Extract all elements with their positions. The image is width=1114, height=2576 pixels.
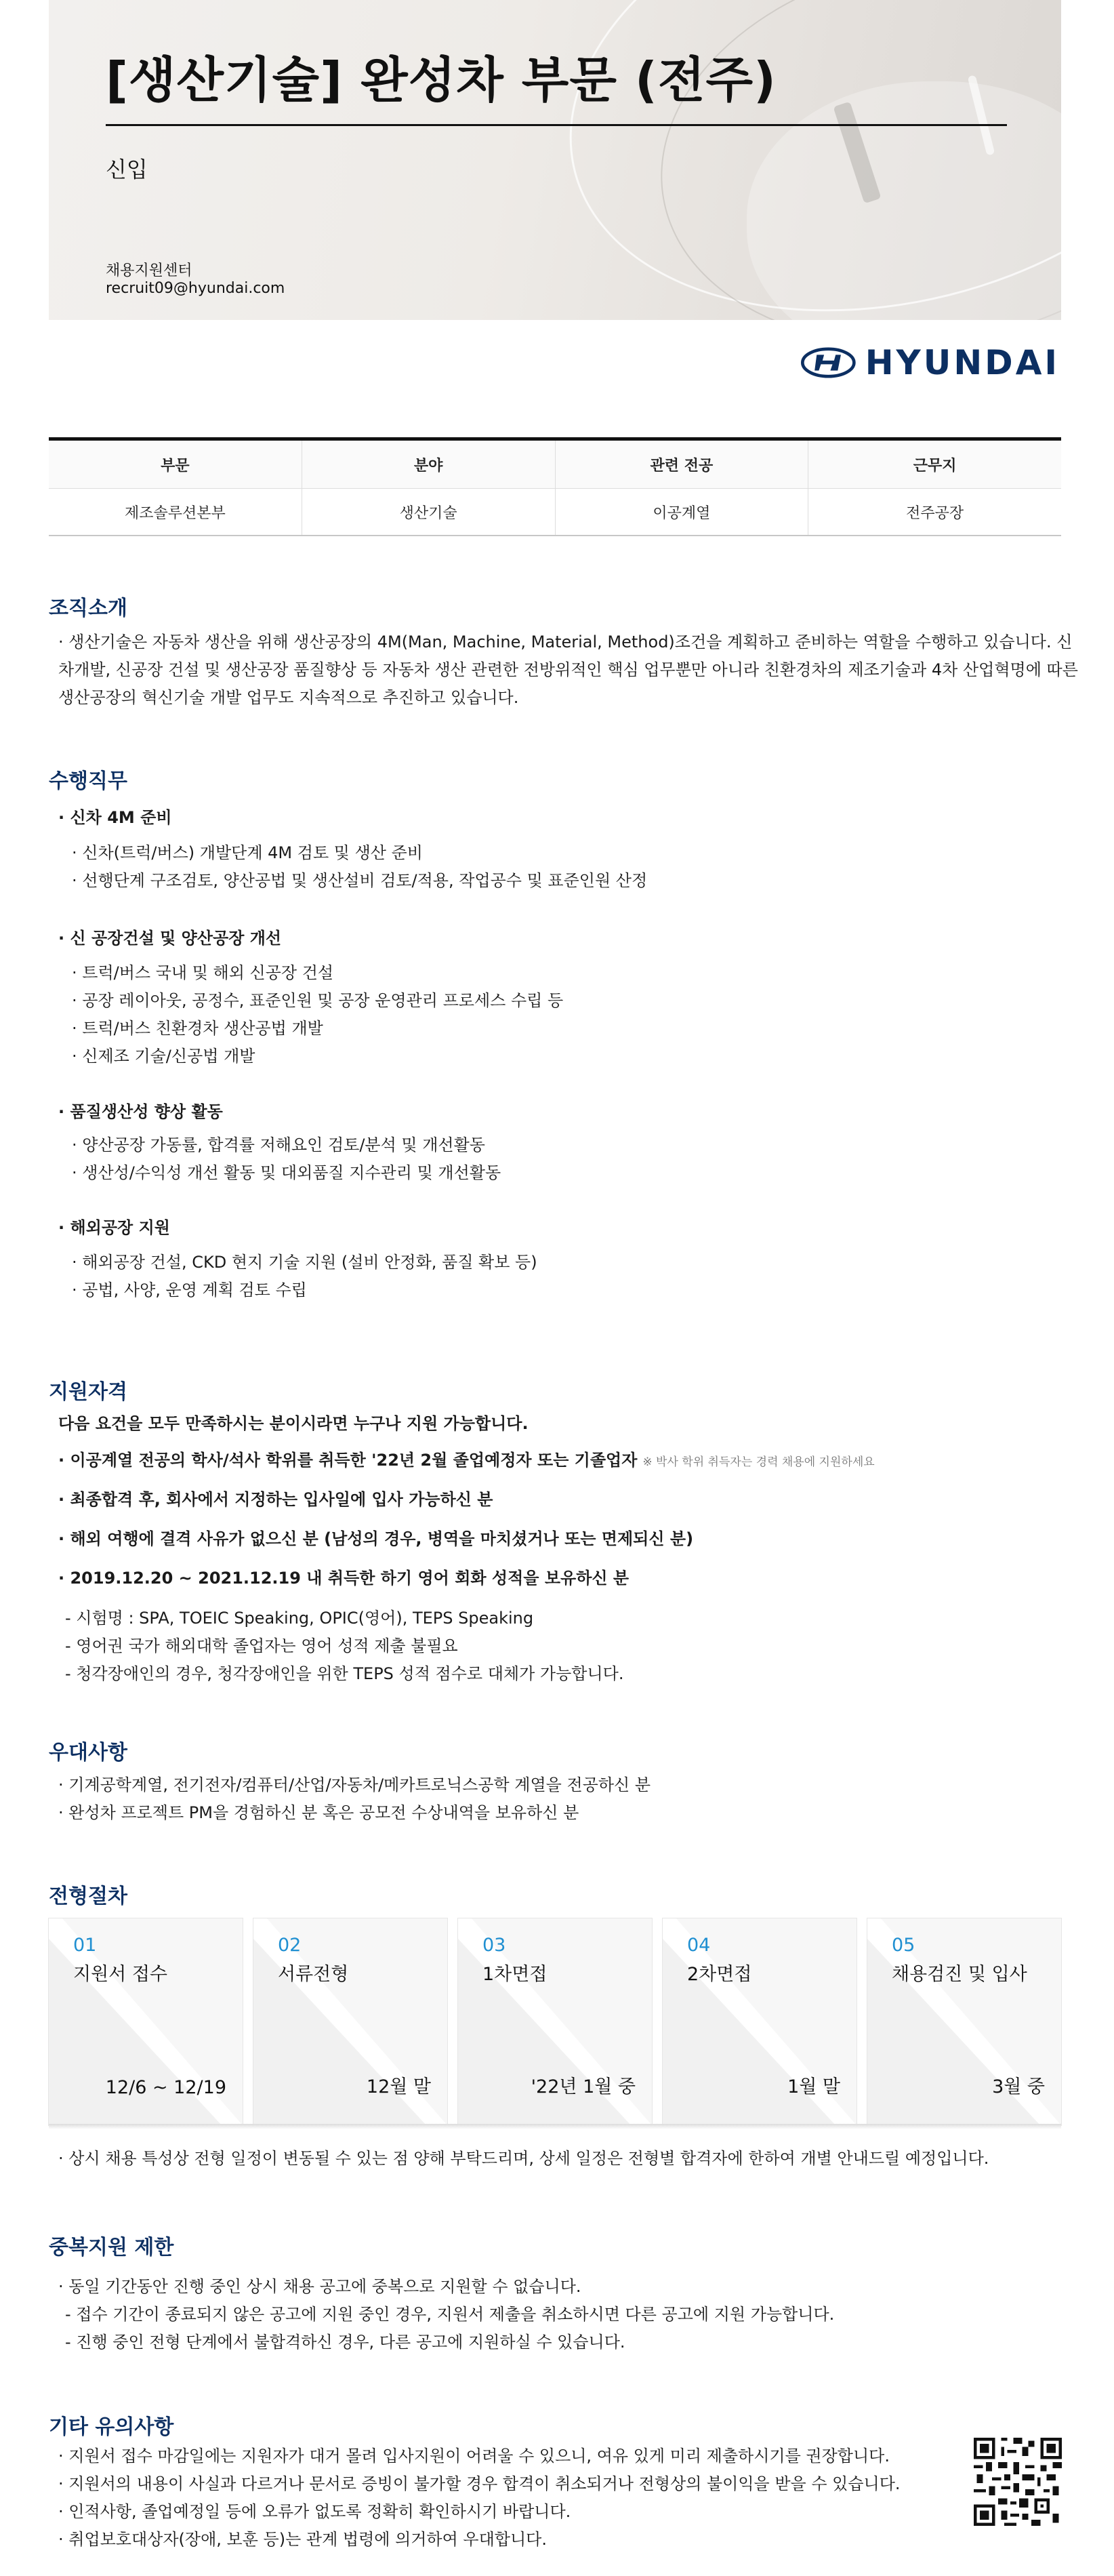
duty-item: · 생산성/수익성 개선 활동 및 대외품질 지수관리 및 개선활동: [72, 1163, 501, 1182]
page-title: [생산기술] 완성차 부문 (전주): [106, 52, 777, 108]
step-number: 01: [73, 1935, 97, 1956]
duplicate-sub-item: - 진행 중인 전형 단계에서 불합격하신 경우, 다른 공고에 지원하실 수 있습니다.: [65, 2333, 625, 2352]
section-title-preferred: 우대사항: [49, 1741, 127, 1765]
duty-item: · 트럭/버스 국내 및 해외 신공장 건설: [72, 963, 334, 982]
duty-item: · 트럭/버스 친환경차 생산공법 개발: [72, 1019, 323, 1038]
step-date: 3월 중: [992, 2076, 1045, 2097]
other-item: · 지원서 접수 마감일에는 지원자가 대거 몰려 입사지원이 어려울 수 있으니, 여유 있게 미리 제출하시기를 권장합니다.: [58, 2447, 890, 2466]
section-title-duplicate: 중복지원 제한: [49, 2236, 174, 2259]
step-number: 03: [482, 1935, 506, 1956]
qualification-intro: 다음 요건을 모두 만족하시는 분이시라면 누구나 지원 가능합니다.: [58, 1414, 529, 1433]
duty-item: · 신차(트럭/버스) 개발단계 4M 검토 및 생산 준비: [72, 843, 423, 862]
duty-group-heading: · 해외공장 지원: [58, 1218, 170, 1237]
qualification-item: · 최종합격 후, 회사에서 지정하는 입사일에 입사 가능하신 분: [58, 1490, 493, 1509]
other-item: · 인적사항, 졸업예정일 등에 오류가 없도록 정확히 확인하시기 바랍니다.: [58, 2502, 571, 2521]
org-intro-line: 차개발, 신공장 건설 및 생산공장 품질향상 등 자동차 생산 관련한 전방위적인 핵심 업무뿐만 아니라 친환경차의 제조기술과 4차 산업혁명에 따른: [58, 660, 1078, 679]
qualification-note: ※ 박사 학위 취득자는 경력 채용에 지원하세요: [642, 1455, 875, 1469]
duplicate-sub-item: - 접수 기간이 종료되지 않은 공고에 지원 중인 경우, 지원서 제출을 취소하시면 다른 공고에 지원 가능합니다.: [65, 2305, 835, 2324]
title-divider: [106, 124, 1007, 126]
step-date: '22년 1월 중: [531, 2076, 636, 2097]
process-steps: [49, 1918, 1061, 2125]
duty-group-heading: · 신 공장건설 및 양산공장 개선: [58, 929, 282, 948]
section-title-qualifications: 지원자격: [49, 1380, 127, 1404]
section-title-other: 기타 유의사항: [49, 2415, 174, 2439]
logo-wordmark: HYUNDAI: [865, 343, 1060, 382]
contact-email[interactable]: recruit09@hyundai.com: [106, 280, 285, 297]
process-step: [867, 1918, 1061, 2125]
steps-shadow: [49, 2124, 1061, 2129]
qualification-item: · 해외 여행에 결격 사유가 없으신 분 (남성의 경우, 병역을 마치셨거나 또는 면제되신 분): [58, 1529, 694, 1548]
preferred-item: · 기계공학계열, 전기전자/컴퓨터/산업/자동차/메카트로닉스공학 계열을 전공하신 분: [58, 1775, 651, 1794]
table-header-field: 분야: [302, 439, 555, 489]
hyundai-emblem-icon: [801, 343, 856, 382]
duty-item: · 양산공장 가동률, 합격률 저해요인 검토/분석 및 개선활동: [72, 1135, 485, 1154]
step-name: 지원서 접수: [73, 1964, 167, 1985]
table-cell-location: 전주공장: [808, 489, 1061, 536]
duplicate-item: · 동일 기간동안 진행 중인 상시 채용 공고에 중복으로 지원할 수 없습니다.: [58, 2277, 581, 2296]
qualification-sub-item: - 청각장애인의 경우, 청각장애인을 위한 TEPS 성적 점수로 대체가 가능합니다.: [65, 1664, 624, 1683]
other-item: · 지원서의 내용이 사실과 다르거나 문서로 증빙이 불가할 경우 합격이 취소되거나 전형상의 불이익을 받을 수 있습니다.: [58, 2474, 901, 2493]
preferred-item: · 완성차 프로젝트 PM을 경험하신 분 혹은 공모전 수상내역을 보유하신 분: [58, 1803, 579, 1822]
org-intro-line: · 생산기술은 자동차 생산을 위해 생산공장의 4M(Man, Machine, Material, Method)조건을 계획하고 준비하는 역할을 수행하고 있습니다. 신: [58, 632, 1073, 651]
step-number: 05: [892, 1935, 915, 1956]
section-title-process: 전형절차: [49, 1885, 127, 1908]
process-step: [253, 1918, 447, 2125]
table-header-division: 부문: [49, 439, 302, 489]
table-header-major: 관련 전공: [555, 439, 808, 489]
qualification-sub-item: - 시험명 : SPA, TOEIC Speaking, OPIC(영어), TEPS Speaking: [65, 1609, 534, 1628]
hyundai-logo: [801, 339, 1060, 386]
process-step: [663, 1918, 857, 2125]
step-name: 채용검진 및 입사: [892, 1964, 1027, 1985]
process-step: [49, 1918, 243, 2125]
table-cell-field: 생산기술: [302, 489, 555, 536]
page-subtitle: 신입: [106, 157, 148, 182]
step-date: 1월 말: [787, 2076, 840, 2097]
org-intro-line: 생산공장의 혁신기술 개발 업무도 지속적으로 추진하고 있습니다.: [58, 688, 519, 707]
section-title-org: 조직소개: [49, 597, 127, 620]
table-cell-major: 이공계열: [555, 489, 808, 536]
duty-item: · 공법, 사양, 운영 계획 검토 수립: [72, 1281, 307, 1300]
step-date: 12/6 ~ 12/19: [105, 2077, 226, 2098]
step-number: 04: [687, 1935, 711, 1956]
duty-item: · 선행단계 구조검토, 양산공법 및 생산설비 검토/적용, 작업공수 및 표준인원 산정: [72, 871, 648, 890]
step-date: 12월 말: [366, 2076, 431, 2097]
step-number: 02: [278, 1935, 302, 1956]
step-name: 서류전형: [278, 1964, 349, 1985]
section-title-duties: 수행직무: [49, 769, 127, 793]
duty-group-heading: · 신차 4M 준비: [58, 808, 172, 827]
duty-item: · 신제조 기술/신공법 개발: [72, 1047, 255, 1066]
duty-item: · 해외공장 건설, CKD 현지 기술 지원 (설비 안정화, 품질 확보 등): [72, 1253, 537, 1272]
process-note: · 상시 채용 특성상 전형 일정이 변동될 수 있는 점 양해 부탁드리며, 상세 일정은 전형별 합격자에 한하여 개별 안내드릴 예정입니다.: [58, 2149, 989, 2168]
qualification-item-text: · 이공계열 전공의 학사/석사 학위를 취득한 '22년 2월 졸업예정자 또는 기졸업자: [58, 1451, 638, 1470]
duty-item: · 공장 레이아웃, 공정수, 표준인원 및 공장 운영관리 프로세스 수립 등: [72, 991, 564, 1010]
qr-code-icon[interactable]: [974, 2438, 1062, 2526]
step-name: 1차면접: [482, 1964, 548, 1985]
process-step: [458, 1918, 652, 2125]
contact-name: 채용지원센터: [106, 262, 192, 279]
job-info-table: [49, 437, 1061, 536]
step-name: 2차면접: [687, 1964, 752, 1985]
qualification-item: · 2019.12.20 ~ 2021.12.19 내 취득한 하기 영어 회화 성적을 보유하신 분: [58, 1569, 630, 1588]
table-cell-division: 제조솔루션본부: [49, 489, 302, 536]
qualification-sub-item: - 영어권 국가 해외대학 졸업자는 영어 성적 제출 불필요: [65, 1636, 458, 1655]
qualification-item: [58, 1447, 875, 1470]
table-header-location: 근무지: [808, 439, 1061, 489]
hero-banner: [49, 0, 1061, 320]
duty-group-heading: · 품질생산성 향상 활동: [58, 1102, 223, 1121]
other-item: · 취업보호대상자(장애, 보훈 등)는 관계 법령에 의거하여 우대합니다.: [58, 2530, 547, 2549]
